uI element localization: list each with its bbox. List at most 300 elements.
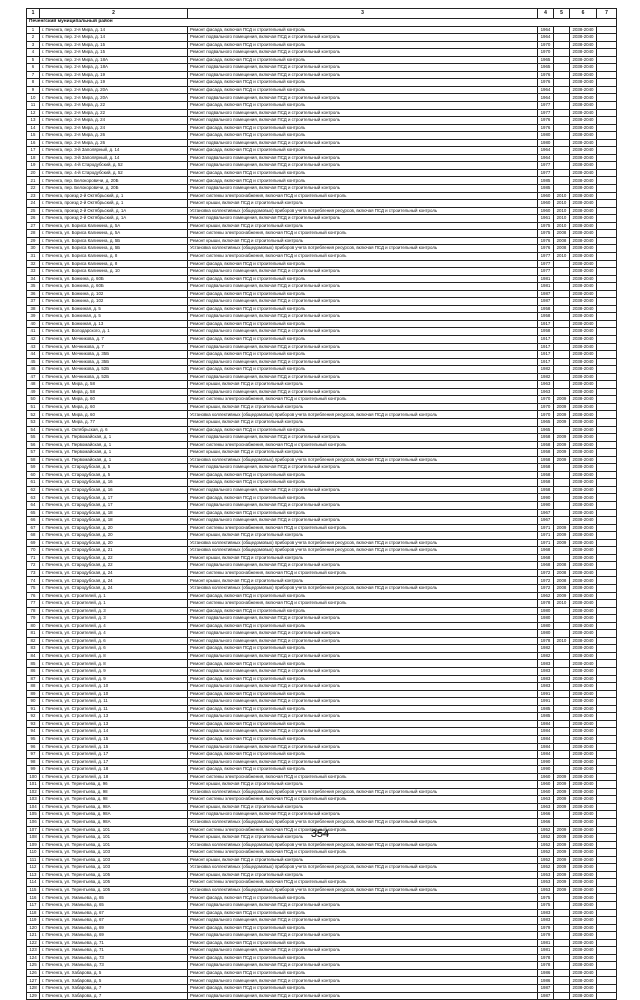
row-build-year: 1967 bbox=[538, 517, 554, 525]
row-extra bbox=[597, 49, 617, 57]
row-last-repair-year bbox=[554, 735, 570, 743]
row-address: г. Печенга, ул. Стародубская, д. 24 bbox=[40, 569, 188, 577]
row-planned-period: 2038-2040 bbox=[570, 343, 597, 351]
table-row bbox=[27, 803, 617, 811]
row-address: г. Печенга, ул. Строителей, д. 6 bbox=[40, 637, 188, 645]
row-number: 44 bbox=[27, 351, 40, 359]
row-number: 16 bbox=[27, 139, 40, 147]
row-planned-period: 2038-2040 bbox=[570, 985, 597, 993]
row-work-type: Ремонт фасада, включая ПСД и строительный контроль bbox=[188, 124, 538, 132]
row-work-type: Установка коллективных (общедомовых) приборов учета потребления ресурсов, включая ПСД и строительный контроль bbox=[188, 886, 538, 894]
row-planned-period: 2038-2040 bbox=[570, 962, 597, 970]
table-row bbox=[27, 690, 617, 698]
row-extra bbox=[597, 162, 617, 170]
table-row bbox=[27, 320, 617, 328]
row-last-repair-year: 2010 bbox=[554, 200, 570, 208]
row-planned-period: 2038-2040 bbox=[570, 879, 597, 887]
row-last-repair-year: 2008 bbox=[554, 569, 570, 577]
row-build-year: 1968 bbox=[538, 547, 554, 555]
row-address: г. Печенга, пер. 2-я Мира, д. 20А bbox=[40, 94, 188, 102]
row-extra bbox=[597, 577, 617, 585]
row-last-repair-year bbox=[554, 486, 570, 494]
row-last-repair-year bbox=[554, 554, 570, 562]
row-build-year: 1979 bbox=[538, 924, 554, 932]
row-planned-period: 2038-2040 bbox=[570, 773, 597, 781]
row-planned-period: 2038-2040 bbox=[570, 735, 597, 743]
row-extra bbox=[597, 124, 617, 132]
row-build-year: 1977 bbox=[538, 260, 554, 268]
row-work-type: Ремонт крыши, включая ПСД и строительный контроль bbox=[188, 237, 538, 245]
row-planned-period: 2038-2040 bbox=[570, 268, 597, 276]
row-address: г. Печенга, ул. Первомайская, д. 1 bbox=[40, 434, 188, 442]
row-planned-period: 2038-2040 bbox=[570, 901, 597, 909]
row-number: 84 bbox=[27, 652, 40, 660]
row-extra bbox=[597, 381, 617, 389]
row-build-year: 1952 bbox=[538, 834, 554, 842]
table-row bbox=[27, 841, 617, 849]
row-address: г. Печенга, ул. Мечникова, д. 7 bbox=[40, 335, 188, 343]
row-last-repair-year bbox=[554, 683, 570, 691]
row-extra bbox=[597, 102, 617, 110]
row-last-repair-year: 2008 bbox=[554, 585, 570, 593]
row-last-repair-year bbox=[554, 117, 570, 125]
row-number: 61 bbox=[27, 479, 40, 487]
table-row bbox=[27, 86, 617, 94]
row-number: 89 bbox=[27, 690, 40, 698]
row-work-type: Ремонт подвального помещения, включая ПСД и строительный контроль bbox=[188, 668, 538, 676]
row-extra bbox=[597, 924, 617, 932]
row-planned-period: 2038-2040 bbox=[570, 373, 597, 381]
row-number: 31 bbox=[27, 252, 40, 260]
row-work-type: Ремонт крыши, включая ПСД и строительный контроль bbox=[188, 871, 538, 879]
row-build-year: 1981 bbox=[538, 283, 554, 291]
row-address: г. Печенга, ул. Хабарова, д. 5 bbox=[40, 977, 188, 985]
row-number: 52 bbox=[27, 411, 40, 419]
row-address: г. Печенга, пер. 2-я Мира, д. 14 bbox=[40, 34, 188, 42]
row-build-year: 1977 bbox=[538, 109, 554, 117]
row-work-type: Установка коллективных (общедомовых) приборов учета потребления ресурсов, включая ПСД и строительный контроль bbox=[188, 207, 538, 215]
row-number: 32 bbox=[27, 260, 40, 268]
table-row bbox=[27, 622, 617, 630]
row-build-year: 1982 bbox=[538, 373, 554, 381]
table-row bbox=[27, 532, 617, 540]
row-number: 113 bbox=[27, 871, 40, 879]
table-row bbox=[27, 388, 617, 396]
row-number: 77 bbox=[27, 600, 40, 608]
row-number: 101 bbox=[27, 781, 40, 789]
table-row bbox=[27, 479, 617, 487]
row-planned-period: 2038-2040 bbox=[570, 652, 597, 660]
row-extra bbox=[597, 268, 617, 276]
row-address: г. Печенга, ул. Первомайская, д. 1 bbox=[40, 449, 188, 457]
row-work-type: Ремонт подвального помещения, включая ПСД и строительный контроль bbox=[188, 358, 538, 366]
row-extra bbox=[597, 668, 617, 676]
row-address: г. Печенга, ул. Строителей, д. 8 bbox=[40, 660, 188, 668]
row-extra bbox=[597, 230, 617, 238]
table-row bbox=[27, 502, 617, 510]
row-work-type: Ремонт крыши, включая ПСД и строительный контроль bbox=[188, 554, 538, 562]
row-extra bbox=[597, 139, 617, 147]
row-number: 76 bbox=[27, 592, 40, 600]
row-last-repair-year bbox=[554, 502, 570, 510]
row-build-year: 1962 bbox=[538, 592, 554, 600]
table-row bbox=[27, 705, 617, 713]
row-number: 63 bbox=[27, 494, 40, 502]
row-work-type: Установка коллективных (общедомовых) приборов учета потребления ресурсов, включая ПСД и строительный контроль bbox=[188, 864, 538, 872]
row-planned-period: 2038-2040 bbox=[570, 86, 597, 94]
row-planned-period: 2038-2040 bbox=[570, 864, 597, 872]
row-extra bbox=[597, 615, 617, 623]
row-address: г. Печенга, пер. 2-я Мира, д. 22 bbox=[40, 102, 188, 110]
row-planned-period: 2038-2040 bbox=[570, 841, 597, 849]
row-address: г. Печенга, пер. 2-я Мира, д. 19 bbox=[40, 79, 188, 87]
row-work-type: Установка коллективных (общедомовых) приборов учета потребления ресурсов, включая ПСД и строительный контроль bbox=[188, 547, 538, 555]
row-build-year: 1960 bbox=[538, 781, 554, 789]
row-build-year: 1975 bbox=[538, 230, 554, 238]
row-planned-period: 2038-2040 bbox=[570, 668, 597, 676]
row-build-year: 1960 bbox=[538, 773, 554, 781]
row-number: 72 bbox=[27, 562, 40, 570]
table-row bbox=[27, 766, 617, 774]
row-extra bbox=[597, 894, 617, 902]
row-last-repair-year bbox=[554, 305, 570, 313]
row-address: г. Печенга, ул. Строителей, д. 6 bbox=[40, 645, 188, 653]
row-build-year: 1987 bbox=[538, 298, 554, 306]
row-build-year: 1952 bbox=[538, 856, 554, 864]
row-work-type: Ремонт подвального помещения, включая ПСД и строительный контроль bbox=[188, 109, 538, 117]
row-planned-period: 2038-2040 bbox=[570, 26, 597, 34]
row-extra bbox=[597, 260, 617, 268]
row-last-repair-year bbox=[554, 494, 570, 502]
row-extra bbox=[597, 94, 617, 102]
row-planned-period: 2038-2040 bbox=[570, 426, 597, 434]
table-row bbox=[27, 411, 617, 419]
table-row bbox=[27, 486, 617, 494]
table-row bbox=[27, 607, 617, 615]
table-row bbox=[27, 592, 617, 600]
row-last-repair-year bbox=[554, 758, 570, 766]
row-work-type: Ремонт крыши, включая ПСД и строительный контроль bbox=[188, 856, 538, 864]
row-work-type: Ремонт фасада, включая ПСД и строительный контроль bbox=[188, 320, 538, 328]
row-planned-period: 2038-2040 bbox=[570, 645, 597, 653]
table-row bbox=[27, 796, 617, 804]
table-row bbox=[27, 351, 617, 359]
row-address: г. Печенга, пер. 2-я Мира, д. 18А bbox=[40, 64, 188, 72]
row-address: г. Печенга, пер. Белокоровичи, д. 20Б bbox=[40, 185, 188, 193]
row-work-type: Ремонт фасада, включая ПСД и строительный контроль bbox=[188, 509, 538, 517]
row-planned-period: 2038-2040 bbox=[570, 969, 597, 977]
row-address: г. Печенга, пер. 4-й Стародубский, д. 52 bbox=[40, 169, 188, 177]
table-row bbox=[27, 517, 617, 525]
row-address: г. Печенга, ул. Хабарова, д. 7 bbox=[40, 985, 188, 993]
row-number: 127 bbox=[27, 977, 40, 985]
row-address: г. Печенга, ул. Стародубская, д. 5 bbox=[40, 464, 188, 472]
row-planned-period: 2038-2040 bbox=[570, 554, 597, 562]
row-extra bbox=[597, 283, 617, 291]
row-build-year: 1953 bbox=[538, 871, 554, 879]
row-work-type: Ремонт системы электроснабжения, включая ПСД и строительный контроль bbox=[188, 230, 538, 238]
table-row bbox=[27, 939, 617, 947]
row-address: г. Печенга, пер. 2-я Мира, д. 24 bbox=[40, 117, 188, 125]
row-build-year: 1960 bbox=[538, 200, 554, 208]
row-build-year: 1981 bbox=[538, 275, 554, 283]
row-last-repair-year: 2008 bbox=[554, 562, 570, 570]
row-last-repair-year: 2009 bbox=[554, 788, 570, 796]
row-address: г. Печенга, ул. Терентьева, д. 105 bbox=[40, 871, 188, 879]
row-last-repair-year bbox=[554, 985, 570, 993]
table-row bbox=[27, 758, 617, 766]
row-extra bbox=[597, 79, 617, 87]
row-build-year: 1976 bbox=[538, 124, 554, 132]
row-work-type: Ремонт системы электроснабжения, включая ПСД и строительный контроль bbox=[188, 826, 538, 834]
row-address: г. Печенга, ул. Строителей, д. 10 bbox=[40, 690, 188, 698]
row-last-repair-year bbox=[554, 607, 570, 615]
row-extra bbox=[597, 320, 617, 328]
row-number: 23 bbox=[27, 192, 40, 200]
table-row bbox=[27, 569, 617, 577]
row-address: г. Печенга, ул. Мечникова, д. 35Б bbox=[40, 358, 188, 366]
table-row bbox=[27, 313, 617, 321]
row-address: г. Печенга, ул. Строителей, д. 18 bbox=[40, 773, 188, 781]
row-work-type: Ремонт системы электроснабжения, включая ПСД и строительный контроль bbox=[188, 252, 538, 260]
row-extra bbox=[597, 418, 617, 426]
table-row bbox=[27, 977, 617, 985]
row-build-year: 1964 bbox=[538, 34, 554, 42]
row-address: г. Печенга, ул. Строителей, д. 13 bbox=[40, 713, 188, 721]
row-last-repair-year: 2010 bbox=[554, 215, 570, 223]
row-planned-period: 2038-2040 bbox=[570, 569, 597, 577]
row-number: 20 bbox=[27, 169, 40, 177]
row-last-repair-year bbox=[554, 690, 570, 698]
row-planned-period: 2038-2040 bbox=[570, 917, 597, 925]
row-planned-period: 2038-2040 bbox=[570, 502, 597, 510]
row-number: 123 bbox=[27, 947, 40, 955]
row-last-repair-year: 2010 bbox=[554, 637, 570, 645]
row-extra bbox=[597, 479, 617, 487]
row-last-repair-year bbox=[554, 517, 570, 525]
table-row bbox=[27, 192, 617, 200]
row-number: 18 bbox=[27, 154, 40, 162]
row-work-type: Ремонт фасада, включая ПСД и строительный контроль bbox=[188, 169, 538, 177]
row-build-year: 1958 bbox=[538, 486, 554, 494]
row-work-type: Ремонт фасада, включая ПСД и строительный контроль bbox=[188, 41, 538, 49]
row-last-repair-year bbox=[554, 358, 570, 366]
row-address: г. Печенга, ул. Терентьева, д. 96 bbox=[40, 781, 188, 789]
row-extra bbox=[597, 720, 617, 728]
row-extra bbox=[597, 622, 617, 630]
row-last-repair-year: 2009 bbox=[554, 856, 570, 864]
row-work-type: Ремонт подвального помещения, включая ПСД и строительный контроль bbox=[188, 64, 538, 72]
row-address: г. Печенга, ул. Мира, д. 60 bbox=[40, 411, 188, 419]
row-address: г. Печенга, пер. 2-я Мира, д. 18А bbox=[40, 56, 188, 64]
row-last-repair-year bbox=[554, 124, 570, 132]
row-last-repair-year bbox=[554, 26, 570, 34]
row-extra bbox=[597, 56, 617, 64]
row-address: г. Печенга, ул. Стародубская, д. 20 bbox=[40, 532, 188, 540]
row-number: 19 bbox=[27, 162, 40, 170]
table-row bbox=[27, 728, 617, 736]
row-planned-period: 2038-2040 bbox=[570, 94, 597, 102]
row-work-type: Ремонт подвального помещения, включая ПСД и строительный контроль bbox=[188, 283, 538, 291]
row-last-repair-year: 2009 bbox=[554, 418, 570, 426]
row-work-type: Ремонт фасада, включая ПСД и строительный контроль bbox=[188, 720, 538, 728]
table-row bbox=[27, 637, 617, 645]
row-extra bbox=[597, 766, 617, 774]
row-planned-period: 2038-2040 bbox=[570, 479, 597, 487]
row-extra bbox=[597, 992, 617, 1000]
row-planned-period: 2038-2040 bbox=[570, 660, 597, 668]
row-extra bbox=[597, 864, 617, 872]
row-last-repair-year bbox=[554, 154, 570, 162]
row-extra bbox=[597, 607, 617, 615]
row-extra bbox=[597, 132, 617, 140]
row-work-type: Ремонт подвального помещения, включая ПСД и строительный контроль bbox=[188, 464, 538, 472]
table-row bbox=[27, 358, 617, 366]
row-last-repair-year bbox=[554, 388, 570, 396]
table-row bbox=[27, 222, 617, 230]
table-row bbox=[27, 169, 617, 177]
row-address: г. Печенга, пер. 2-я Мира, д. 19 bbox=[40, 71, 188, 79]
row-number: 85 bbox=[27, 660, 40, 668]
row-last-repair-year bbox=[554, 102, 570, 110]
row-address: г. Печенга, ул. Бонкина, д. 102 bbox=[40, 298, 188, 306]
row-planned-period: 2038-2040 bbox=[570, 788, 597, 796]
row-number: 8 bbox=[27, 79, 40, 87]
row-planned-period: 2038-2040 bbox=[570, 886, 597, 894]
table-row bbox=[27, 207, 617, 215]
row-extra bbox=[597, 328, 617, 336]
row-build-year: 1981 bbox=[538, 947, 554, 955]
row-build-year: 1975 bbox=[538, 222, 554, 230]
row-number: 81 bbox=[27, 630, 40, 638]
row-planned-period: 2038-2040 bbox=[570, 592, 597, 600]
row-work-type: Ремонт фасада, включая ПСД и строительный контроль bbox=[188, 894, 538, 902]
row-work-type: Ремонт фасада, включая ПСД и строительный контроль bbox=[188, 735, 538, 743]
section-title: Печенгский муниципальный район bbox=[27, 19, 617, 27]
row-planned-period: 2038-2040 bbox=[570, 743, 597, 751]
row-number: 94 bbox=[27, 728, 40, 736]
header-col-7: 7 bbox=[597, 9, 617, 19]
row-build-year: 1972 bbox=[538, 569, 554, 577]
row-last-repair-year bbox=[554, 479, 570, 487]
row-number: 54 bbox=[27, 426, 40, 434]
row-extra bbox=[597, 758, 617, 766]
row-address: г. Печенга, ул. Октябрьская, д. 6 bbox=[40, 426, 188, 434]
table-row bbox=[27, 366, 617, 374]
row-planned-period: 2038-2040 bbox=[570, 366, 597, 374]
row-last-repair-year bbox=[554, 64, 570, 72]
row-build-year: 1952 bbox=[538, 841, 554, 849]
row-work-type: Ремонт подвального помещения, включая ПСД и строительный контроль bbox=[188, 758, 538, 766]
table-row bbox=[27, 985, 617, 993]
row-number: 87 bbox=[27, 675, 40, 683]
row-build-year: 1971 bbox=[538, 539, 554, 547]
row-address: г. Печенга, ул. Строителей, д. 10 bbox=[40, 683, 188, 691]
row-extra bbox=[597, 245, 617, 253]
table-row bbox=[27, 773, 617, 781]
row-work-type: Ремонт подвального помещения, включая ПСД и строительный контроль bbox=[188, 683, 538, 691]
row-planned-period: 2038-2040 bbox=[570, 102, 597, 110]
row-address: г. Печенга, ул. Бонкина, д. 60Б bbox=[40, 275, 188, 283]
row-last-repair-year: 2008 bbox=[554, 230, 570, 238]
row-last-repair-year bbox=[554, 917, 570, 925]
row-planned-period: 2038-2040 bbox=[570, 154, 597, 162]
row-planned-period: 2038-2040 bbox=[570, 524, 597, 532]
row-extra bbox=[597, 781, 617, 789]
row-number: 107 bbox=[27, 826, 40, 834]
row-build-year: 1976 bbox=[538, 79, 554, 87]
row-number: 124 bbox=[27, 954, 40, 962]
row-last-repair-year bbox=[554, 743, 570, 751]
row-last-repair-year bbox=[554, 811, 570, 819]
row-last-repair-year bbox=[554, 645, 570, 653]
row-number: 111 bbox=[27, 856, 40, 864]
row-work-type: Ремонт подвального помещения, включая ПСД и строительный контроль bbox=[188, 388, 538, 396]
row-extra bbox=[597, 147, 617, 155]
row-number: 51 bbox=[27, 403, 40, 411]
row-extra bbox=[597, 886, 617, 894]
row-build-year: 1952 bbox=[538, 864, 554, 872]
row-planned-period: 2038-2040 bbox=[570, 64, 597, 72]
row-extra bbox=[597, 86, 617, 94]
row-address: г. Печенга, ул. Бориса Калинина, д. 5Б bbox=[40, 245, 188, 253]
row-number: 21 bbox=[27, 177, 40, 185]
row-planned-period: 2038-2040 bbox=[570, 909, 597, 917]
row-build-year: 1990 bbox=[538, 766, 554, 774]
row-last-repair-year bbox=[554, 381, 570, 389]
row-planned-period: 2038-2040 bbox=[570, 403, 597, 411]
row-address: г. Печенга, ул. Стародубская, д. 16 bbox=[40, 486, 188, 494]
row-number: 47 bbox=[27, 373, 40, 381]
row-planned-period: 2038-2040 bbox=[570, 290, 597, 298]
row-planned-period: 2038-2040 bbox=[570, 834, 597, 842]
row-number: 56 bbox=[27, 441, 40, 449]
row-build-year: 1953 bbox=[538, 886, 554, 894]
table-row bbox=[27, 954, 617, 962]
row-address: г. Печенга, ул. Терентьева, д. 98А bbox=[40, 818, 188, 826]
table-row bbox=[27, 230, 617, 238]
row-last-repair-year: 2009 bbox=[554, 864, 570, 872]
row-address: г. Печенга, ул. Терентьева, д. 101 bbox=[40, 841, 188, 849]
row-extra bbox=[597, 532, 617, 540]
row-planned-period: 2038-2040 bbox=[570, 351, 597, 359]
row-extra bbox=[597, 252, 617, 260]
row-address: г. Печенга, ул. Терентьева, д. 98А bbox=[40, 803, 188, 811]
row-address: г. Печенга, пер. 3-й Заполярный, д. 14 bbox=[40, 154, 188, 162]
table-row bbox=[27, 683, 617, 691]
row-planned-period: 2038-2040 bbox=[570, 637, 597, 645]
row-address: г. Печенга, ул. Бонкина, д. 102 bbox=[40, 290, 188, 298]
row-planned-period: 2038-2040 bbox=[570, 932, 597, 940]
row-extra bbox=[597, 524, 617, 532]
row-number: 26 bbox=[27, 215, 40, 223]
row-address: г. Печенга, ул. Стародубская, д. 18 bbox=[40, 517, 188, 525]
row-work-type: Ремонт подвального помещения, включая ПСД и строительный контроль bbox=[188, 185, 538, 193]
table-row bbox=[27, 456, 617, 464]
row-number: 46 bbox=[27, 366, 40, 374]
row-build-year: 1977 bbox=[538, 268, 554, 276]
table-row bbox=[27, 886, 617, 894]
row-extra bbox=[597, 562, 617, 570]
row-planned-period: 2038-2040 bbox=[570, 434, 597, 442]
row-build-year: 1987 bbox=[538, 290, 554, 298]
row-work-type: Ремонт фасада, включая ПСД и строительный контроль bbox=[188, 305, 538, 313]
row-planned-period: 2038-2040 bbox=[570, 758, 597, 766]
row-planned-period: 2038-2040 bbox=[570, 49, 597, 57]
row-build-year: 1966 bbox=[538, 811, 554, 819]
row-last-repair-year bbox=[554, 86, 570, 94]
row-build-year: 1917 bbox=[538, 335, 554, 343]
